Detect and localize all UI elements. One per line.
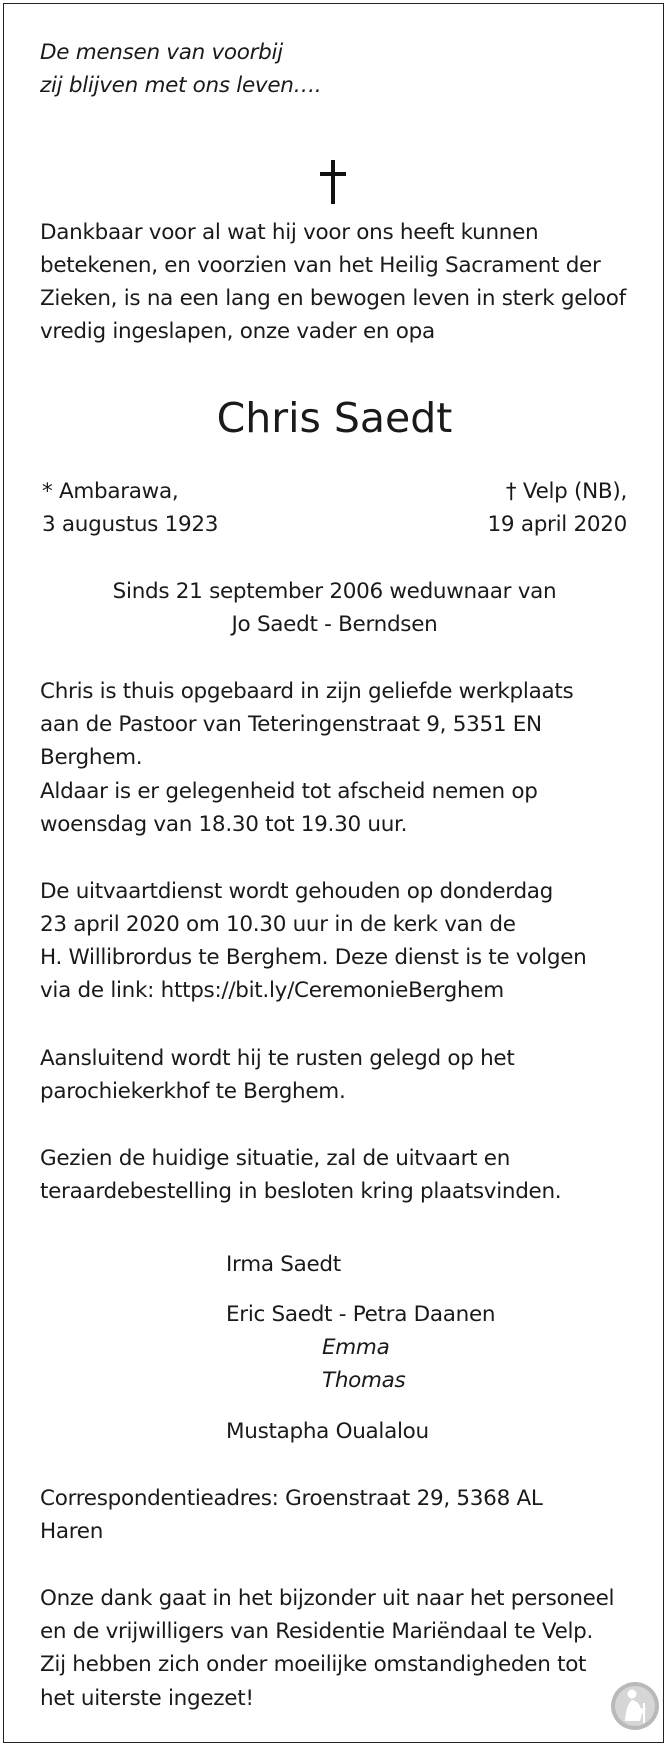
thanks-line-1: Onze dank gaat in het bijzonder uit naar het personeel [40, 1586, 615, 1611]
death-date: 19 april 2020 [487, 512, 627, 537]
thanks-line-4: het uiterste ingezet! [40, 1686, 254, 1711]
burial-line-2: parochiekerkhof te Berghem. [40, 1079, 346, 1104]
family-member-irma: Irma Saedt [226, 1252, 341, 1277]
birth-date: 3 augustus 1923 [42, 512, 219, 537]
service-line-4: via de link: https://bit.ly/CeremonieBerghem [40, 978, 504, 1003]
grandchild-emma: Emma [322, 1335, 390, 1360]
situation-line-2: teraardebestelling in besloten kring plaatsvinden. [40, 1179, 562, 1204]
service-line-1: De uitvaartdienst wordt gehouden op donderdag [40, 879, 554, 904]
viewing-line-1: Chris is thuis opgebaard in zijn geliefde werkplaats [40, 679, 574, 704]
motto-line-2: zij blijven met ons leven…. [40, 73, 322, 98]
birth-place: * Ambarawa, [42, 479, 179, 504]
intro-line-1: Dankbaar voor al wat hij voor ons heeft kunnen [40, 220, 539, 245]
situation-line-1: Gezien de huidige situatie, zal de uitvaart en [40, 1146, 511, 1171]
grandchild-thomas: Thomas [322, 1368, 406, 1393]
family-member-mustapha: Mustapha Oualalou [226, 1419, 429, 1444]
family-member-eric-petra: Eric Saedt - Petra Daanen [226, 1302, 496, 1327]
thanks-line-3: Zij hebben zich onder moeilijke omstandigheden tot [40, 1652, 587, 1677]
deceased-name: Chris Saedt [216, 394, 453, 442]
correspondence-line-1: Correspondentieadres: Groenstraat 29, 5368 AL [40, 1486, 543, 1511]
viewing-line-2: aan de Pastoor van Teteringenstraat 9, 5351 EN [40, 712, 542, 737]
intro-line-4: vredig ingeslapen, onze vader en opa [40, 319, 435, 344]
viewing-line-5: woensdag van 18.30 tot 19.30 uur. [40, 812, 408, 837]
viewing-line-4: Aldaar is er gelegenheid tot afscheid nemen op [40, 779, 538, 804]
widower-line-1: Sinds 21 september 2006 weduwnaar van [112, 579, 557, 604]
service-line-3: H. Willibrordus te Berghem. Deze dienst is te volgen [40, 945, 587, 970]
latin-cross-icon [318, 160, 348, 204]
motto-line-1: De mensen van voorbij [40, 40, 283, 65]
viewing-line-3: Berghem. [40, 745, 143, 770]
intro-line-3: Zieken, is na een lang en bewogen leven in sterk geloof [40, 286, 626, 311]
death-place: † Velp (NB), [505, 479, 627, 504]
widower-line-2: Jo Saedt - Berndsen [231, 612, 438, 637]
burial-line-1: Aansluitend wordt hij te rusten gelegd op het [40, 1046, 515, 1071]
intro-line-2: betekenen, en voorzien van het Heilig Sacrament der [40, 253, 601, 278]
mourning-figure-logo-icon [610, 1681, 660, 1731]
correspondence-line-2: Haren [40, 1519, 104, 1544]
thanks-line-2: en de vrijwilligers van Residentie Mariëndaal te Velp. [40, 1619, 594, 1644]
service-line-2: 23 april 2020 om 10.30 uur in de kerk van de [40, 912, 516, 937]
